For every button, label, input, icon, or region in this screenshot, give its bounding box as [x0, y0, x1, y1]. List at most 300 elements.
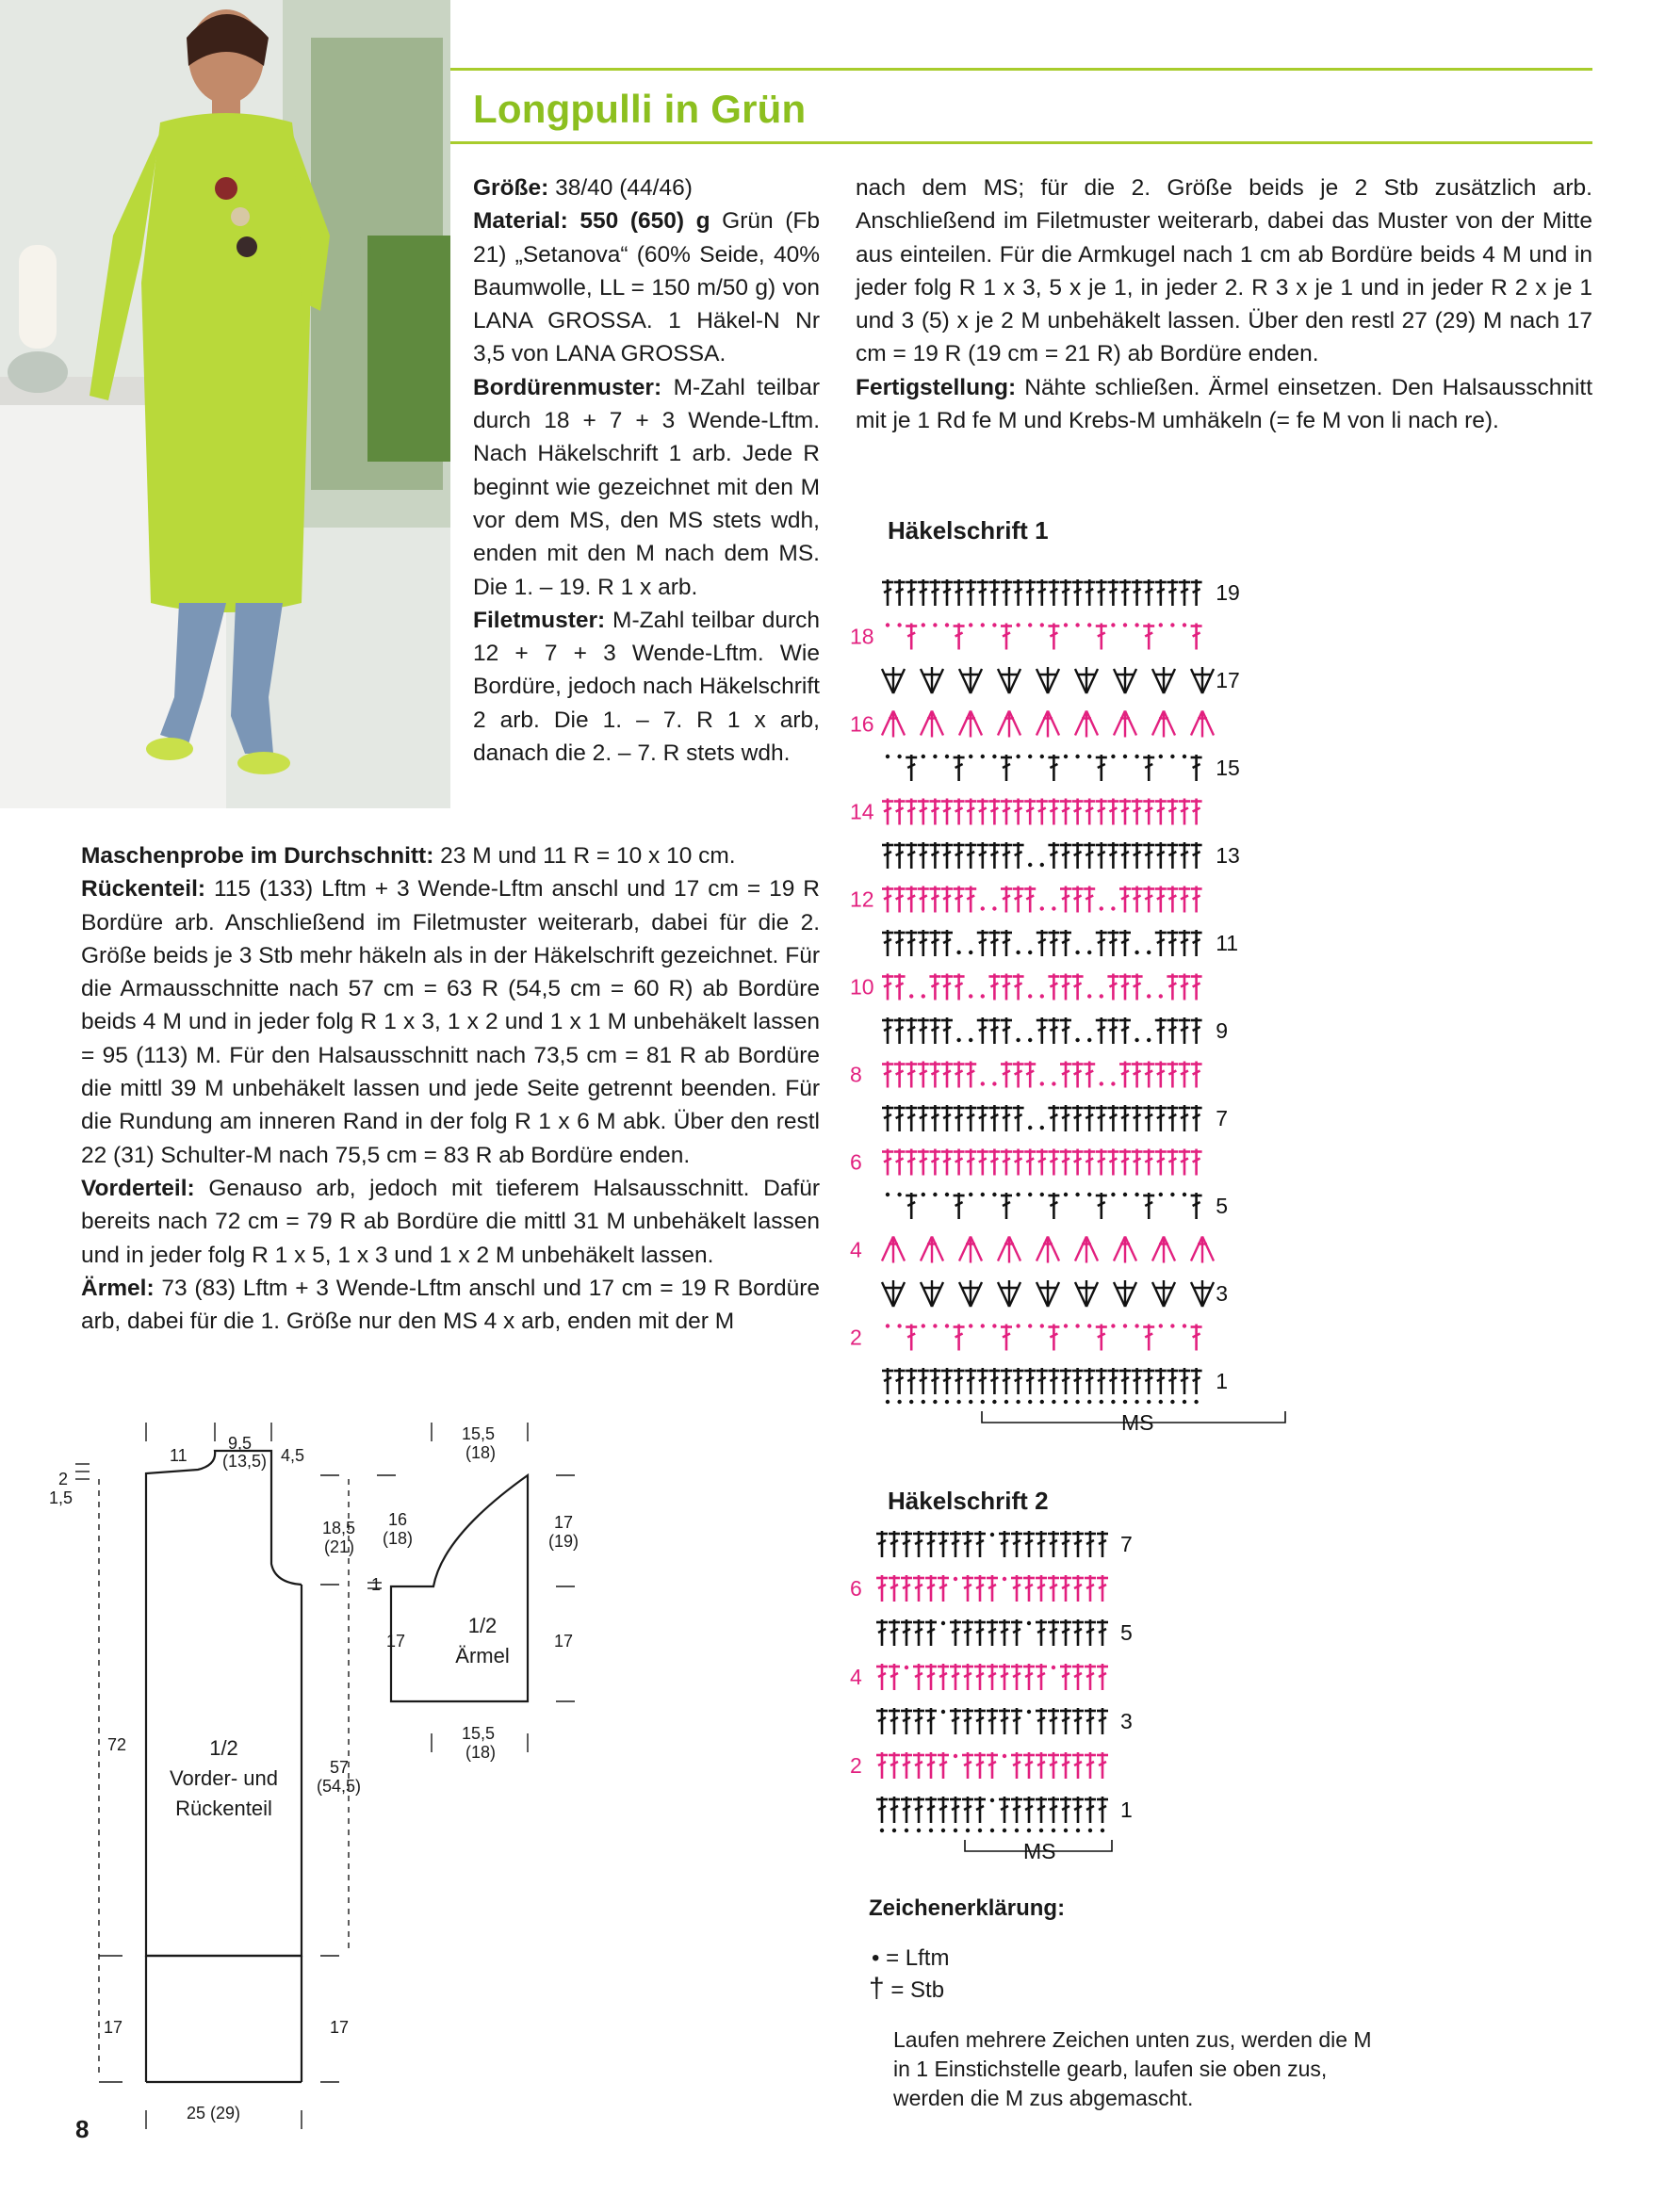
lftm-dot [956, 1038, 960, 1042]
stb-symbol [1179, 579, 1190, 606]
lftm-dot [1100, 1082, 1103, 1085]
lftm-dot [922, 623, 925, 626]
row-number-left: 12 [850, 886, 874, 912]
fan-up-symbol [1114, 711, 1136, 738]
fan-up-symbol [1075, 1237, 1098, 1263]
stb-symbol [1132, 579, 1143, 606]
lftm-dot [1052, 1082, 1055, 1085]
stb-symbol [894, 1368, 906, 1394]
lftm-dot [1111, 755, 1115, 758]
stb-symbol [1072, 1664, 1084, 1690]
filet-value: M-Zahl teilbar durch 12 + 7 + 3 Wende-Lftm. Wie Bordüre, jedoch nach Häkelschrift 2 arb. Die 1. – 7. R 1 x arb, danach die 2. – 7. R stets wdh. [473, 607, 820, 767]
material-label: Material: 550 (650) g [473, 208, 710, 235]
stb-symbol [1001, 1105, 1012, 1131]
stb-symbol [1072, 1752, 1084, 1779]
stb-symbol [954, 886, 965, 913]
stb-symbol [1060, 799, 1071, 825]
stb-symbol [1179, 1105, 1190, 1131]
lftm-dot [897, 1193, 901, 1196]
stb-symbol [965, 1368, 976, 1394]
stb-symbol [876, 1708, 888, 1734]
stb-symbol [913, 1752, 924, 1779]
lftm-dot [1159, 1193, 1163, 1196]
lftm-dot [1123, 623, 1127, 626]
stb-symbol [977, 930, 988, 956]
stb-symbol [906, 1105, 917, 1131]
lftm-dot [1076, 1829, 1080, 1832]
aermel-value: 73 (83) Lftm + 3 Wende-Lftm anschl und 17 cm = 19 R Bordüre arb, dabei für die 1. Größe nur den MS 4 x arb, enden mit der M [81, 1275, 820, 1335]
stb-symbol [950, 1619, 961, 1646]
lftm-dot [1087, 755, 1091, 758]
lftm-dot [1087, 1324, 1091, 1327]
stb-symbol [925, 1752, 937, 1779]
lftm-dot [1040, 1324, 1044, 1327]
stb-symbol [925, 1664, 937, 1690]
stb-symbol [1119, 1017, 1131, 1044]
fan-up-symbol [1191, 711, 1214, 738]
borduere-value: M-Zahl teilbar durch 18 + 7 + 3 Wende-Lftm. Nach Häkelschrift 1 arb. Jede R beginnt wie gezeichnet mit den M vor dem MS, den MS stets wdh, enden mit den M nach dem MS. Die 1. – 19. R 1 x arb. [473, 374, 820, 600]
groesse-label: Größe: [473, 175, 549, 201]
row-number-left: 4 [850, 1237, 862, 1262]
stb-symbol [1024, 799, 1036, 825]
lftm-dot [941, 1829, 945, 1832]
lftm-dot [941, 1710, 945, 1714]
stb-symbol [1084, 886, 1095, 913]
stb-symbol [962, 1708, 973, 1734]
stb-symbol [1072, 1619, 1084, 1646]
lftm-dot [933, 1400, 937, 1404]
stb-symbol [1179, 842, 1190, 869]
stb-symbol [1024, 886, 1036, 913]
lftm-dot [1016, 1038, 1020, 1042]
stb-symbol [1001, 842, 1012, 869]
stb-symbol [941, 930, 953, 956]
stb-symbol [1072, 886, 1084, 913]
stb-symbol [1107, 842, 1118, 869]
stb-symbol [1107, 579, 1118, 606]
aermel-continued: nach dem MS; für die 2. Größe beids je 2 Stb zusätzlich arb. Anschließend im Filetmuster weiterarb, dabei das Muster von der Mitte aus einteilen. Für die Armkugel nach 1 cm ab Bordüre beids 4 M und in jeder folg R 1 x 3, 5 x je 1, in jeder 2. R 3 x je 1 und in jeder R 2 x je 1 und 3 (5) x je 2 M unbehäkelt lassen. Über den restl 27 (29) M nach 17 cm = 19 R (19 cm = 21 R) ab Bordüre enden. [856, 175, 1592, 367]
lftm-dot [1040, 863, 1044, 867]
crochet-chart-2 [848, 1522, 1281, 1890]
lftm-dot [1075, 1400, 1079, 1404]
stb-symbol [906, 1149, 917, 1176]
lftm-dot [1123, 1400, 1127, 1404]
lftm-dot [922, 1324, 925, 1327]
stb-symbol [1036, 1797, 1047, 1823]
stb-symbol [941, 1017, 953, 1044]
stb-symbol [1013, 1368, 1024, 1394]
lftm-dot [1064, 1400, 1068, 1404]
lftm-dot [905, 1666, 908, 1669]
stb-symbol [954, 1149, 965, 1176]
lftm-dot [1075, 1324, 1079, 1327]
title-rule-top [450, 68, 1592, 71]
row-number-left: 6 [850, 1576, 862, 1601]
stb-symbol [988, 930, 1000, 956]
stb-symbol [1001, 974, 1012, 1000]
lftm-dot [1064, 755, 1068, 758]
stb-symbol [1085, 1708, 1096, 1734]
lftm-dot [1134, 951, 1138, 954]
stb-symbol [999, 1531, 1010, 1557]
stb-symbol [1001, 1017, 1012, 1044]
stb-symbol [1132, 1062, 1143, 1088]
lftm-dot [992, 623, 996, 626]
stb-symbol [1179, 1062, 1190, 1088]
legend-title: Zeichenerklärung: [869, 1895, 1066, 1921]
dim-sleeve-top: 15,5 [462, 1424, 496, 1443]
stb-symbol [1072, 1062, 1084, 1088]
lftm-dot [941, 1621, 945, 1625]
stb-symbol [913, 1708, 924, 1734]
fan-up-symbol [1152, 1237, 1175, 1263]
lftm-dot [1111, 906, 1115, 910]
lftm-dot [905, 1829, 908, 1832]
stb-symbol [901, 1575, 912, 1602]
lftm-dot [1147, 951, 1151, 954]
lftm-dot [1040, 906, 1044, 910]
stb-symbol [1001, 624, 1012, 650]
stb-symbol [1191, 886, 1202, 913]
lftm-dot [1100, 906, 1103, 910]
stb-symbol [1048, 974, 1059, 1000]
stb-symbol [1167, 842, 1178, 869]
stb-symbol [965, 799, 976, 825]
maschen-label: Maschenprobe im Durchschnitt: [81, 843, 434, 869]
text-column-bottom [81, 839, 820, 1338]
stb-symbol [1060, 1664, 1071, 1690]
stb-symbol [1143, 1062, 1154, 1088]
stb-symbol [1107, 1368, 1118, 1394]
lftm-dot [1028, 951, 1032, 954]
lftm-dot [1052, 1666, 1055, 1669]
lftm-dot [1064, 623, 1068, 626]
stb-symbol [1191, 842, 1202, 869]
stb-symbol [918, 1149, 929, 1176]
stb-symbol [941, 842, 953, 869]
stb-symbol [1060, 1575, 1071, 1602]
lftm-dot [1134, 1400, 1138, 1404]
stb-symbol [1096, 579, 1107, 606]
stb-symbol [876, 1619, 888, 1646]
stb-symbol [1097, 1664, 1108, 1690]
stb-symbol [987, 1752, 998, 1779]
row-number-left: 6 [850, 1149, 862, 1175]
body-outline [146, 1475, 302, 1956]
stb-symbol [1060, 1105, 1071, 1131]
lftm-dot [1111, 1324, 1115, 1327]
lftm-dot [1183, 1324, 1186, 1327]
stb-symbol [1132, 974, 1143, 1000]
lftm-dot [1147, 1400, 1151, 1404]
stb-symbol [929, 842, 940, 869]
lftm-dot [1100, 994, 1103, 998]
row-number-right: 5 [1216, 1194, 1228, 1218]
lftm-dot [945, 1324, 949, 1327]
stb-symbol [906, 1017, 917, 1044]
sleeve-label-1: 1/2 [467, 1614, 498, 1637]
lftm-dot [1028, 994, 1032, 998]
lftm-dot [1040, 1126, 1044, 1130]
lftm-dot [1040, 994, 1044, 998]
stb-symbol [1167, 974, 1178, 1000]
dim-sleeve-top-alt: (18) [465, 1443, 497, 1462]
stb-symbol [1037, 1017, 1048, 1044]
fan-down-symbol [1075, 1280, 1098, 1307]
stb-symbol [1191, 1368, 1202, 1394]
stb-symbol [1085, 1664, 1096, 1690]
aermel-label: Ärmel: [81, 1275, 155, 1301]
stb-symbol [882, 930, 893, 956]
stb-symbol [1072, 1797, 1084, 1823]
stb-symbol [1048, 1368, 1059, 1394]
lftm-dot [981, 906, 985, 910]
stb-symbol [965, 1062, 976, 1088]
page-title: Longpulli in Grün [473, 87, 807, 131]
stb-symbol [1155, 842, 1167, 869]
fan-up-symbol [998, 1237, 1020, 1263]
stb-symbol [1072, 799, 1084, 825]
lftm-dot [909, 994, 913, 998]
stb-symbol [1060, 579, 1071, 606]
lftm-dot [969, 1193, 972, 1196]
stb-symbol [977, 1017, 988, 1044]
lftm-dot [992, 755, 996, 758]
stb-symbol [1155, 886, 1167, 913]
stb-symbol [1097, 1619, 1108, 1646]
sleeve-label-2: Ärmel [455, 1644, 510, 1667]
stb-symbol [929, 974, 940, 1000]
stb-symbol [906, 842, 917, 869]
fan-up-symbol [921, 1237, 943, 1263]
stb-symbol [1191, 1149, 1202, 1176]
stb-symbol [941, 799, 953, 825]
stb-symbol [1072, 1531, 1084, 1557]
stb-symbol [894, 1017, 906, 1044]
row-number-right: 7 [1120, 1532, 1133, 1556]
lftm-dot [1123, 1193, 1127, 1196]
stb-symbol [954, 1062, 965, 1088]
row-number-left: 4 [850, 1665, 862, 1689]
stb-symbol [954, 1105, 965, 1131]
stb-symbol [950, 1531, 961, 1557]
lftm-dot [1040, 1082, 1044, 1085]
stb-symbol [1132, 799, 1143, 825]
lftm-dot [1028, 755, 1032, 758]
lftm-dot [897, 1324, 901, 1327]
stb-symbol [1191, 799, 1202, 825]
stb-symbol [1084, 842, 1095, 869]
stb-symbol [1119, 886, 1131, 913]
row-number-right: 7 [1216, 1106, 1228, 1130]
stb-symbol [1060, 1797, 1071, 1823]
stb-symbol [1060, 974, 1071, 1000]
stb-symbol [882, 1368, 893, 1394]
stb-symbol [1096, 1325, 1107, 1351]
vorder-label: Vorderteil: [81, 1175, 195, 1201]
photo-illustration [0, 0, 450, 808]
lftm-dot [954, 1829, 957, 1832]
stb-symbol [1143, 624, 1154, 650]
stb-symbol [941, 974, 953, 1000]
stb-symbol [1084, 799, 1095, 825]
material-value: Grün (Fb 21) „Setanova“ (60% Seide, 40% Baumwolle, LL = 150 m/50 g) von LANA GROSSA. 1 Häkel-N Nr 3,5 von LANA GROSSA. [473, 208, 820, 367]
row-number-right: 5 [1120, 1620, 1133, 1645]
stb-symbol [1167, 579, 1178, 606]
stb-symbol [974, 1708, 986, 1734]
stb-symbol [889, 1575, 900, 1602]
lftm-dot [886, 1324, 890, 1327]
stb-symbol [1096, 755, 1107, 781]
lftm-dot [990, 1533, 994, 1537]
stb-symbol [1143, 1325, 1154, 1351]
stb-symbol [1048, 1752, 1059, 1779]
lftm-dot [1170, 1193, 1174, 1196]
stb-symbol [906, 930, 917, 956]
text-column-top [473, 171, 820, 770]
stb-symbol [906, 1193, 917, 1219]
stb-symbol [1013, 1062, 1024, 1088]
stb-symbol [974, 1531, 986, 1557]
ms-label: MS [1121, 1410, 1154, 1435]
stb-symbol [889, 1708, 900, 1734]
stb-symbol [977, 579, 988, 606]
lftm-dot [1052, 906, 1055, 910]
stb-symbol [1107, 1105, 1118, 1131]
stb-symbol [1155, 930, 1167, 956]
lftm-dot [969, 994, 972, 998]
stb-symbol [1036, 1664, 1047, 1690]
row-number-left: 18 [850, 624, 874, 649]
row-number-right: 19 [1216, 580, 1240, 605]
row-number-left: 16 [850, 711, 874, 737]
dim-21: (21) [324, 1537, 355, 1556]
lftm-dot [933, 1193, 937, 1196]
stb-symbol [1036, 1619, 1047, 1646]
stb-symbol [876, 1531, 888, 1557]
fan-down-symbol [1075, 667, 1098, 693]
stb-symbol [1167, 1149, 1178, 1176]
stb-symbol [929, 1149, 940, 1176]
stb-symbol [1001, 1368, 1012, 1394]
lftm-dot [922, 1193, 925, 1196]
stb-symbol [1013, 579, 1024, 606]
stb-symbol [988, 974, 1000, 1000]
stb-symbol [999, 1708, 1010, 1734]
stb-symbol [1119, 1368, 1131, 1394]
lftm-dot [880, 1829, 884, 1832]
lftm-dot [1028, 863, 1032, 867]
dim-sleeve-19: (19) [548, 1532, 579, 1551]
lftm-dot [1159, 755, 1163, 758]
stb-symbol [929, 1062, 940, 1088]
dim-sleeve-17-right: 17 [554, 1632, 574, 1651]
stb-symbol [1072, 1575, 1084, 1602]
stb-symbol [1048, 1017, 1059, 1044]
stb-symbol [918, 930, 929, 956]
stb-symbol [1143, 1149, 1154, 1176]
stb-symbol [1179, 886, 1190, 913]
stb-symbol [1155, 579, 1167, 606]
stb-symbol [1191, 755, 1202, 781]
stb-symbol [901, 1708, 912, 1734]
stb-symbol [950, 1797, 961, 1823]
stb-symbol [1096, 930, 1107, 956]
stb-symbol [1167, 799, 1178, 825]
fan-up-symbol [1037, 1237, 1059, 1263]
stb-symbol [1072, 1105, 1084, 1131]
stb-symbol [1132, 886, 1143, 913]
stb-symbol [954, 1368, 965, 1394]
body-label-2: Vorder- und [170, 1766, 278, 1790]
stb-symbol [906, 755, 917, 781]
body-outline-top [146, 1451, 302, 1585]
stb-symbol [1024, 1149, 1036, 1176]
row-number-right: 15 [1216, 756, 1240, 780]
lftm-dot [992, 1324, 996, 1327]
stb-symbol [1013, 1105, 1024, 1131]
lftm-dot [1111, 623, 1115, 626]
lftm-dot [1015, 1829, 1019, 1832]
stb-symbol [977, 1149, 988, 1176]
fan-down-symbol [1037, 667, 1059, 693]
lftm-dot [1134, 1193, 1138, 1196]
stb-symbol [1155, 1105, 1167, 1131]
stb-symbol [1048, 799, 1059, 825]
lftm-dot [1087, 623, 1091, 626]
lftm-dot [992, 906, 996, 910]
double-crochet-icon: † [869, 1973, 885, 2004]
stb-symbol [1107, 1149, 1118, 1176]
lftm-dot [1016, 951, 1020, 954]
stb-symbol [1023, 1752, 1035, 1779]
dim-sleeve-bottom-alt: (18) [465, 1743, 497, 1762]
stb-symbol [965, 886, 976, 913]
lftm-dot [1064, 1193, 1068, 1196]
stb-symbol [889, 1752, 900, 1779]
stb-symbol [988, 1368, 1000, 1394]
legend-lftm-text: = Lftm [886, 1945, 950, 1971]
stb-symbol [876, 1752, 888, 1779]
stb-symbol [1011, 1619, 1022, 1646]
stb-symbol [1155, 1017, 1167, 1044]
stb-symbol [1060, 1149, 1071, 1176]
fan-down-symbol [1191, 667, 1214, 693]
body-label-1: 1/2 [209, 1736, 238, 1760]
lftm-dot [886, 1400, 890, 1404]
stb-symbol [1191, 930, 1202, 956]
stb-symbol [1155, 1368, 1167, 1394]
stb-symbol [987, 1575, 998, 1602]
lftm-dot [1111, 1193, 1115, 1196]
stb-symbol [1096, 1149, 1107, 1176]
lftm-dot [886, 755, 890, 758]
stb-symbol [906, 1368, 917, 1394]
stb-symbol [894, 930, 906, 956]
filet-label: Filetmuster: [473, 607, 606, 633]
stb-symbol [1096, 799, 1107, 825]
stb-symbol [941, 1368, 953, 1394]
stb-symbol [1097, 1531, 1108, 1557]
stb-symbol [906, 624, 917, 650]
stb-symbol [1143, 1105, 1154, 1131]
lftm-dot [1111, 1400, 1115, 1404]
stb-symbol [913, 1797, 924, 1823]
stb-symbol [1036, 1752, 1047, 1779]
stb-symbol [1072, 1368, 1084, 1394]
stb-symbol [1001, 799, 1012, 825]
model-photo [0, 0, 450, 808]
